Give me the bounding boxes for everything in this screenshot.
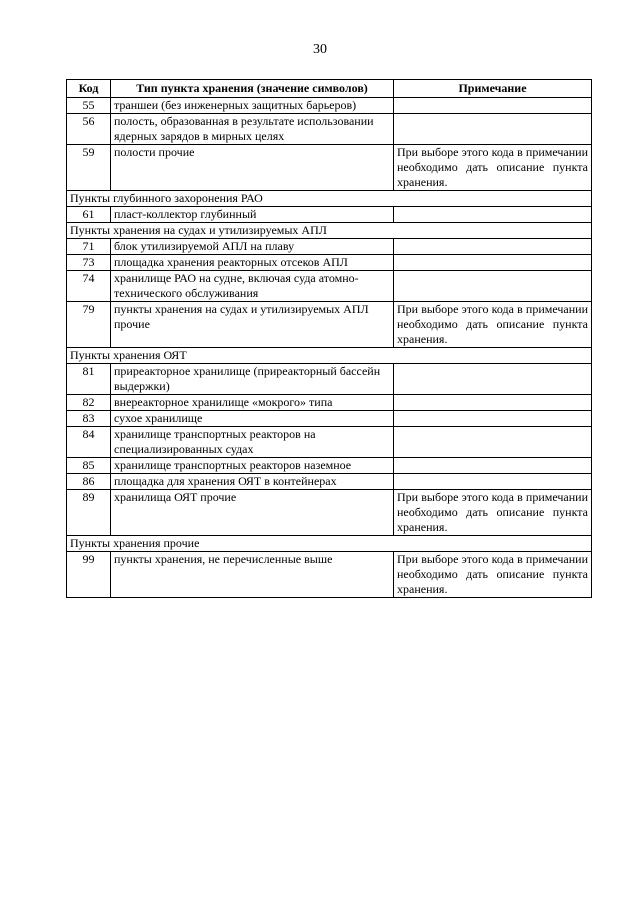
note-cell xyxy=(394,364,592,395)
type-cell: хранилище РАО на судне, включая суда атомно-технического обслуживания xyxy=(111,271,394,302)
type-cell: пласт-коллектор глубинный xyxy=(111,207,394,223)
type-cell: сухое хранилище xyxy=(111,411,394,427)
table-row xyxy=(67,255,592,271)
code-cell: 86 xyxy=(67,474,111,490)
type-cell: полость, образованная в результате использовании ядерных зарядов в мирных целях xyxy=(111,114,394,145)
code-cell: 59 xyxy=(67,145,111,191)
code-cell: 83 xyxy=(67,411,111,427)
section-title: Пункты глубинного захоронения РАО xyxy=(67,191,592,207)
section-title: Пункты хранения на судах и утилизируемых АПЛ xyxy=(67,223,592,239)
code-cell: 82 xyxy=(67,395,111,411)
code-cell: 73 xyxy=(67,255,111,271)
note-cell xyxy=(394,98,592,114)
note-cell xyxy=(394,395,592,411)
header-type: Тип пункта хранения (значение символов) xyxy=(111,80,394,98)
table-row xyxy=(67,145,592,191)
page-number: 30 xyxy=(313,42,327,57)
type-cell: внереакторное хранилище «мокрого» типа xyxy=(111,395,394,411)
code-cell: 89 xyxy=(67,490,111,536)
code-cell: 55 xyxy=(67,98,111,114)
table-row xyxy=(67,114,592,145)
type-cell: пункты хранения, не перечисленные выше xyxy=(111,552,394,598)
header-note: Примечание xyxy=(394,80,592,98)
table-body xyxy=(67,98,592,598)
type-cell: площадка для хранения ОЯТ в контейнерах xyxy=(111,474,394,490)
code-cell: 71 xyxy=(67,239,111,255)
table-row xyxy=(67,239,592,255)
type-cell: пункты хранения на судах и утилизируемых АПЛ прочие xyxy=(111,302,394,348)
header-code: Код xyxy=(67,80,111,98)
table-row xyxy=(67,427,592,458)
storage-type-table xyxy=(66,79,592,598)
note-cell: При выборе этого кода в примечании необходимо дать описание пункта хранения. xyxy=(394,490,592,536)
note-cell xyxy=(394,255,592,271)
code-cell: 81 xyxy=(67,364,111,395)
note-cell: При выборе этого кода в примечании необходимо дать описание пункта хранения. xyxy=(394,552,592,598)
note-cell xyxy=(394,411,592,427)
type-cell: площадка хранения реакторных отсеков АПЛ xyxy=(111,255,394,271)
table-row xyxy=(67,411,592,427)
code-cell: 85 xyxy=(67,458,111,474)
table-row xyxy=(67,271,592,302)
section-title: Пункты хранения прочие xyxy=(67,536,592,552)
section-header-row xyxy=(67,223,592,239)
code-cell: 74 xyxy=(67,271,111,302)
note-cell: При выборе этого кода в примечании необходимо дать описание пункта хранения. xyxy=(394,302,592,348)
section-title: Пункты хранения ОЯТ xyxy=(67,348,592,364)
code-cell: 61 xyxy=(67,207,111,223)
table-row xyxy=(67,474,592,490)
type-cell: приреакторное хранилище (приреакторный бассейн выдержки) xyxy=(111,364,394,395)
note-cell xyxy=(394,427,592,458)
table-row xyxy=(67,490,592,536)
type-cell: хранилища ОЯТ прочие xyxy=(111,490,394,536)
code-cell: 79 xyxy=(67,302,111,348)
code-cell: 99 xyxy=(67,552,111,598)
table-header-row xyxy=(67,80,592,98)
type-cell: хранилище транспортных реакторов наземное xyxy=(111,458,394,474)
note-cell xyxy=(394,458,592,474)
code-cell: 56 xyxy=(67,114,111,145)
section-header-row xyxy=(67,536,592,552)
section-header-row xyxy=(67,191,592,207)
note-cell: При выборе этого кода в примечании необходимо дать описание пункта хранения. xyxy=(394,145,592,191)
type-cell: хранилище транспортных реакторов на специализированных судах xyxy=(111,427,394,458)
type-cell: траншеи (без инженерных защитных барьеров) xyxy=(111,98,394,114)
table-row xyxy=(67,98,592,114)
note-cell xyxy=(394,239,592,255)
table-row xyxy=(67,552,592,598)
table-row xyxy=(67,302,592,348)
section-header-row xyxy=(67,348,592,364)
table-row xyxy=(67,458,592,474)
note-cell xyxy=(394,114,592,145)
table-row xyxy=(67,395,592,411)
type-cell: блок утилизируемой АПЛ на плаву xyxy=(111,239,394,255)
type-cell: полости прочие xyxy=(111,145,394,191)
note-cell xyxy=(394,271,592,302)
code-cell: 84 xyxy=(67,427,111,458)
table-row xyxy=(67,364,592,395)
note-cell xyxy=(394,474,592,490)
table-row xyxy=(67,207,592,223)
note-cell xyxy=(394,207,592,223)
